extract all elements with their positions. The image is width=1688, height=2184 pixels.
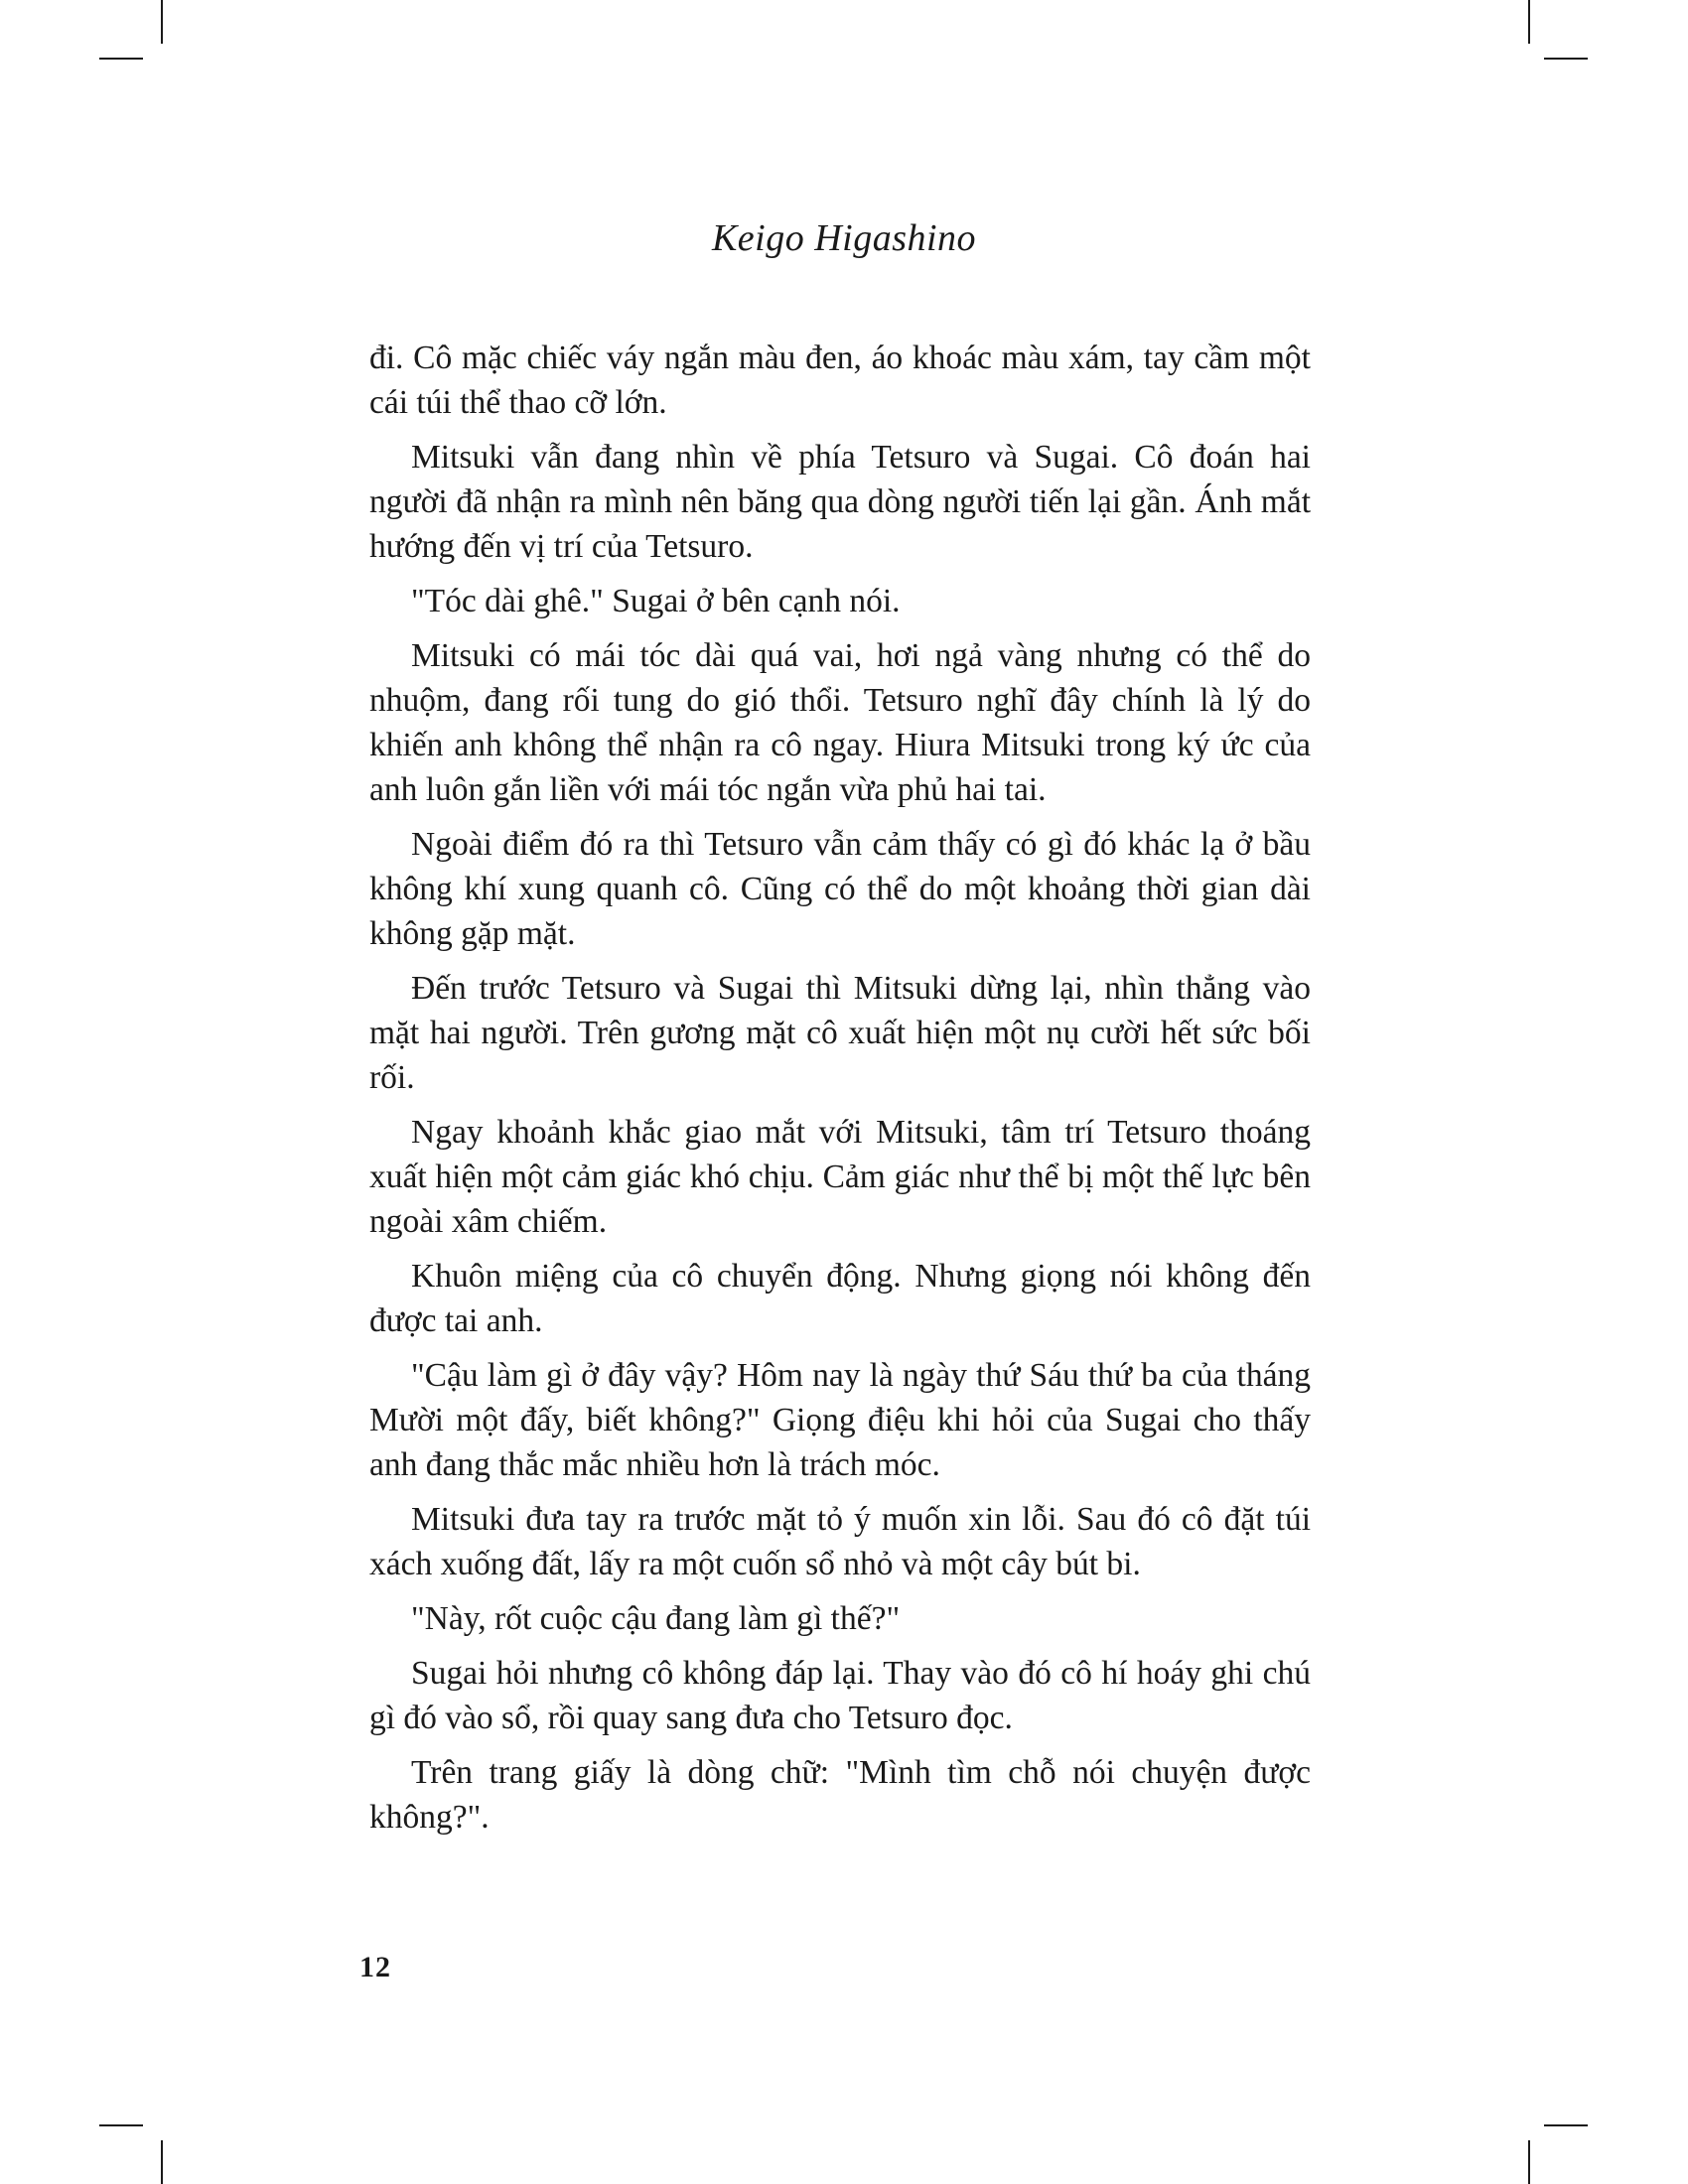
paragraph-5: Ngoài điểm đó ra thì Tetsuro vẫn cảm thấy có gì đó khác lạ ở bầu không khí xung quanh cô. Cũng có thể do một khoảng thời gian dài không gặp mặt. <box>369 826 1311 952</box>
crop-mark-top-right-horizontal <box>1544 58 1588 60</box>
paragraph-13: Trên trang giấy là dòng chữ: "Mình tìm chỗ nói chuyện được không?". <box>369 1754 1311 1836</box>
paragraph-12: Sugai hỏi nhưng cô không đáp lại. Thay vào đó cô hí hoáy ghi chú gì đó vào sổ, rồi quay sang đưa cho Tetsuro đọc. <box>369 1655 1311 1736</box>
paragraph-4: Mitsuki có mái tóc dài quá vai, hơi ngả vàng nhưng có thể do nhuộm, đang rối tung do gió thổi. Tetsuro nghĩ đây chính là lý do khiến anh không thể nhận ra cô ngay. Hiura Mitsuki trong ký ức của anh luôn gắn liền với mái tóc ngắn vừa phủ hai tai. <box>369 637 1311 808</box>
paragraph-10: Mitsuki đưa tay ra trước mặt tỏ ý muốn xin lỗi. Sau đó cô đặt túi xách xuống đất, lấy ra một cuốn sổ nhỏ và một cây bút bi. <box>369 1501 1311 1582</box>
crop-mark-top-right-vertical <box>1528 0 1530 44</box>
crop-mark-bottom-left-vertical <box>161 2140 163 2184</box>
crop-mark-top-left-horizontal <box>99 58 143 60</box>
paragraph-9: "Cậu làm gì ở đây vậy? Hôm nay là ngày thứ Sáu thứ ba của tháng Mười một đấy, biết không?" Giọng điệu khi hỏi của Sugai cho thấy anh đang thắc mắc nhiều hơn là trách móc. <box>369 1357 1311 1483</box>
paragraph-11: "Này, rốt cuộc cậu đang làm gì thế?" <box>411 1600 901 1637</box>
crop-mark-bottom-right-horizontal <box>1544 2124 1588 2126</box>
paragraph-2: Mitsuki vẫn đang nhìn về phía Tetsuro và Sugai. Cô đoán hai người đã nhận ra mình nên băng qua dòng người tiến lại gần. Ánh mắt hướng đến vị trí của Tetsuro. <box>369 439 1311 565</box>
running-head-author: Keigo Higashino <box>711 217 977 259</box>
body-text <box>369 336 1311 1849</box>
paragraph-3: "Tóc dài ghê." Sugai ở bên cạnh nói. <box>411 583 901 619</box>
crop-mark-bottom-left-horizontal <box>99 2124 143 2126</box>
crop-mark-bottom-right-vertical <box>1528 2140 1530 2184</box>
paragraph-1: đi. Cô mặc chiếc váy ngắn màu đen, áo khoác màu xám, tay cầm một cái túi thể thao cỡ lớn. <box>369 340 1311 421</box>
page-number: 12 <box>359 1951 391 1983</box>
paragraph-8: Khuôn miệng của cô chuyển động. Nhưng giọng nói không đến được tai anh. <box>369 1258 1311 1339</box>
paragraph-7: Ngay khoảnh khắc giao mắt với Mitsuki, tâm trí Tetsuro thoáng xuất hiện một cảm giác khó chịu. Cảm giác như thể bị một thế lực bên ngoài xâm chiếm. <box>369 1114 1311 1240</box>
paragraph-6: Đến trước Tetsuro và Sugai thì Mitsuki dừng lại, nhìn thẳng vào mặt hai người. Trên gương mặt cô xuất hiện một nụ cười hết sức bối rối. <box>369 970 1311 1096</box>
crop-mark-top-left-vertical <box>161 0 163 44</box>
